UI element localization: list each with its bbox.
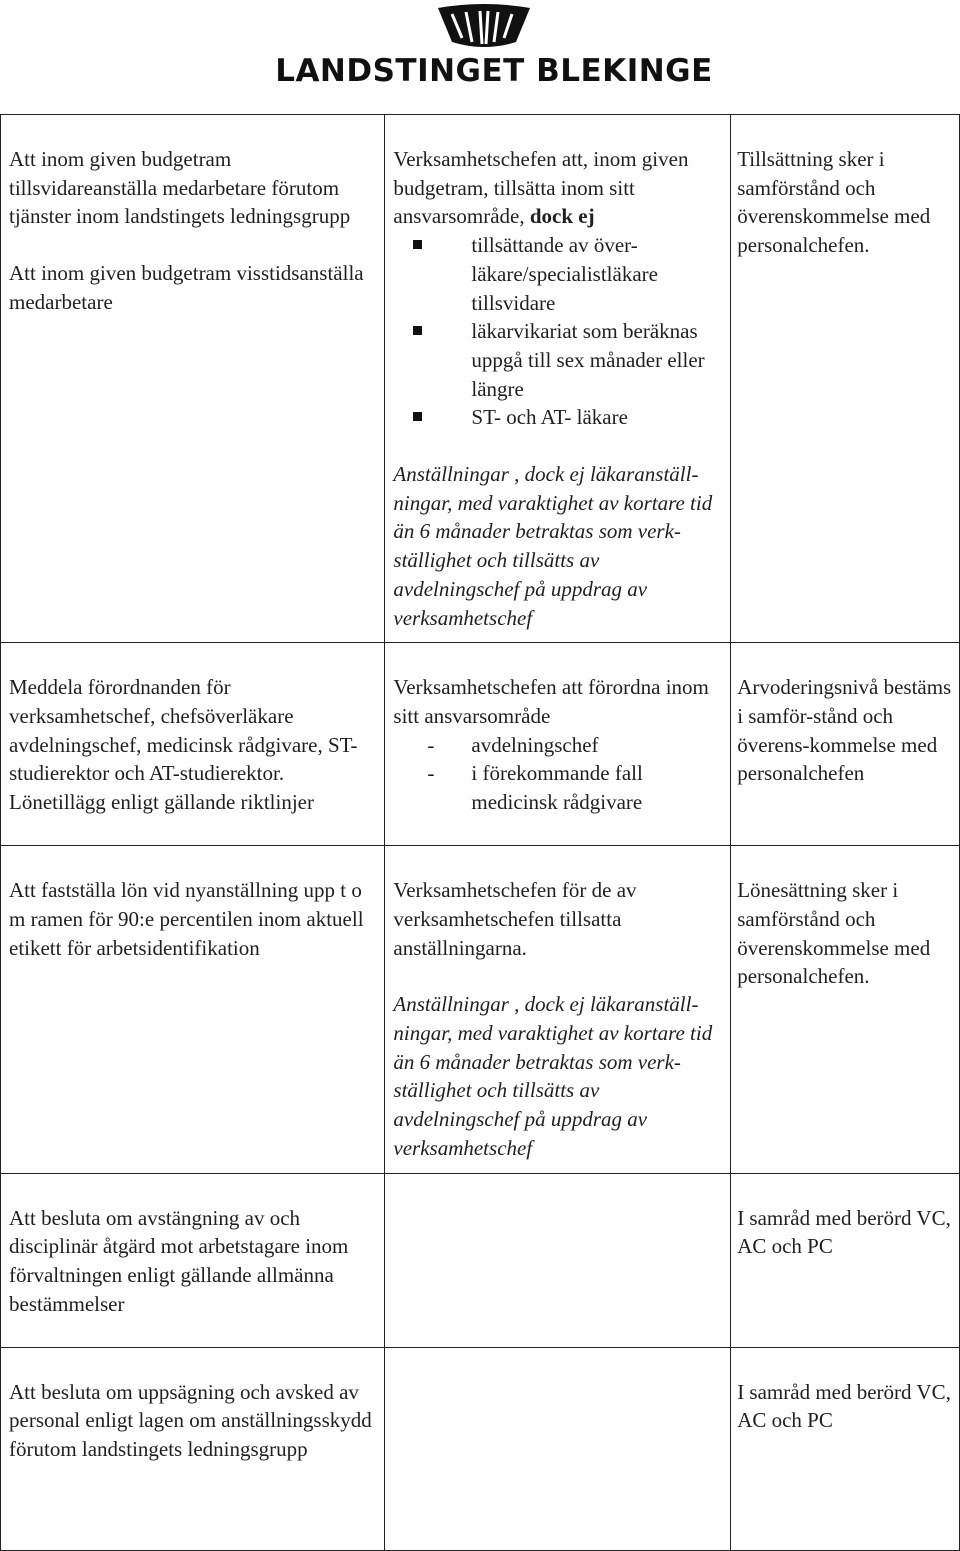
table-cell [1,115,385,643]
cell-text: Att besluta om avstängning av och disciplinär åtgärd mot arbetstagare inom förvaltningen enligt gällande allmänna bestämmelser [9,1205,349,1316]
organization-name: LANDSTINGET BLEKINGE [275,53,713,89]
table-cell [731,846,960,1173]
table-cell [1,846,385,1173]
table-cell [731,1173,960,1347]
list-item: tillsättande av över-läkare/specialistläkare tillsvidare [393,231,724,317]
cell-text: Tillsättning sker i samförstånd och överenskommelse med personalchefen. [737,147,931,258]
cell-text: Verksamhetschefen för de av verksamhetschefen tillsatta anställningarna. [393,878,637,960]
page-header [0,0,960,100]
table-cell [385,115,731,643]
square-bullet-icon [413,326,422,335]
table-cell [731,115,960,643]
table-cell [385,643,731,846]
square-bullet-icon [413,412,422,421]
list-item: läkarvikariat som beräknas uppgå till sex månader eller längre [393,317,724,403]
list-item: ST- och AT- läkare [393,403,724,432]
table-row [1,846,960,1173]
table-cell [385,1347,731,1550]
boat-logo-icon [436,2,532,50]
cell-text: Lönesättning sker i samförstånd och överenskommelse med personalchefen. [737,878,931,989]
table-cell [731,1347,960,1550]
cell-text: I samråd med berörd VC, AC och PC [737,1379,951,1433]
square-bullet-icon [413,240,422,249]
table-cell [1,1173,385,1347]
list-item: - i förekommande fall medicinsk rådgivare [427,761,643,815]
table-cell [1,1347,385,1550]
table-cell [1,643,385,846]
delegation-table [0,114,960,1551]
list-item: - avdelningschef [427,732,599,757]
cell-text: Verksamhetschefen att förordna inom sitt ansvarsområde [393,675,709,728]
table-cell [731,643,960,846]
table-row [1,643,960,846]
cell-text: Meddela förordnanden för verksamhetschef, chefsöverläkare avdelningschef, medicinsk rådgivare, ST-studierektor och AT-studierektor. Lönetillägg enligt gällande riktlinjer [9,675,358,815]
cell-text: Verksamhetschefen att, inom given budgetram, tillsätta inom sitt ansvarsområde, dock ej [393,147,689,229]
cell-text: Att inom given budgetram visstidsanställa medarbetare [9,261,364,314]
cell-text: Att inom given budgetram tillsvidareanställa medarbetare förutom tjänster inom landstingets ledningsgrupp [9,147,351,229]
emphasis-text: dock ej [529,204,595,229]
cell-text: I samråd med berörd VC, AC och PC [737,1205,951,1259]
table-row [1,115,960,643]
table-cell [385,1173,731,1347]
italic-note: Anställningar , dock ej läkaranställ-ningar, med varaktighet av kortare tid än 6 månader betraktas som verk-ställighet och tillsätts av avdelningschef på uppdrag av verksamhetschef [393,992,713,1160]
table-row [1,1347,960,1550]
cell-text: Att besluta om uppsägning och avsked av personal enligt lagen om anställningsskydd förutom landstingets ledningsgrupp [9,1379,372,1461]
cell-text: Att fastställa lön vid nyanställning upp t o m ramen för 90:e percentilen inom aktuell etikett för arbetsidentifikation [9,878,364,960]
table-cell [385,846,731,1173]
italic-note: Anställningar , dock ej läkaranställ-ningar, med varaktighet av kortare tid än 6 månader betraktas som verk-ställighet och tillsätts av avdelningschef på uppdrag av verksamhetschef [393,462,713,630]
cell-text: Arvoderingsnivå bestäms i samför-stånd och överens-kommelse med personalchefen [737,675,952,786]
table-row [1,1173,960,1347]
